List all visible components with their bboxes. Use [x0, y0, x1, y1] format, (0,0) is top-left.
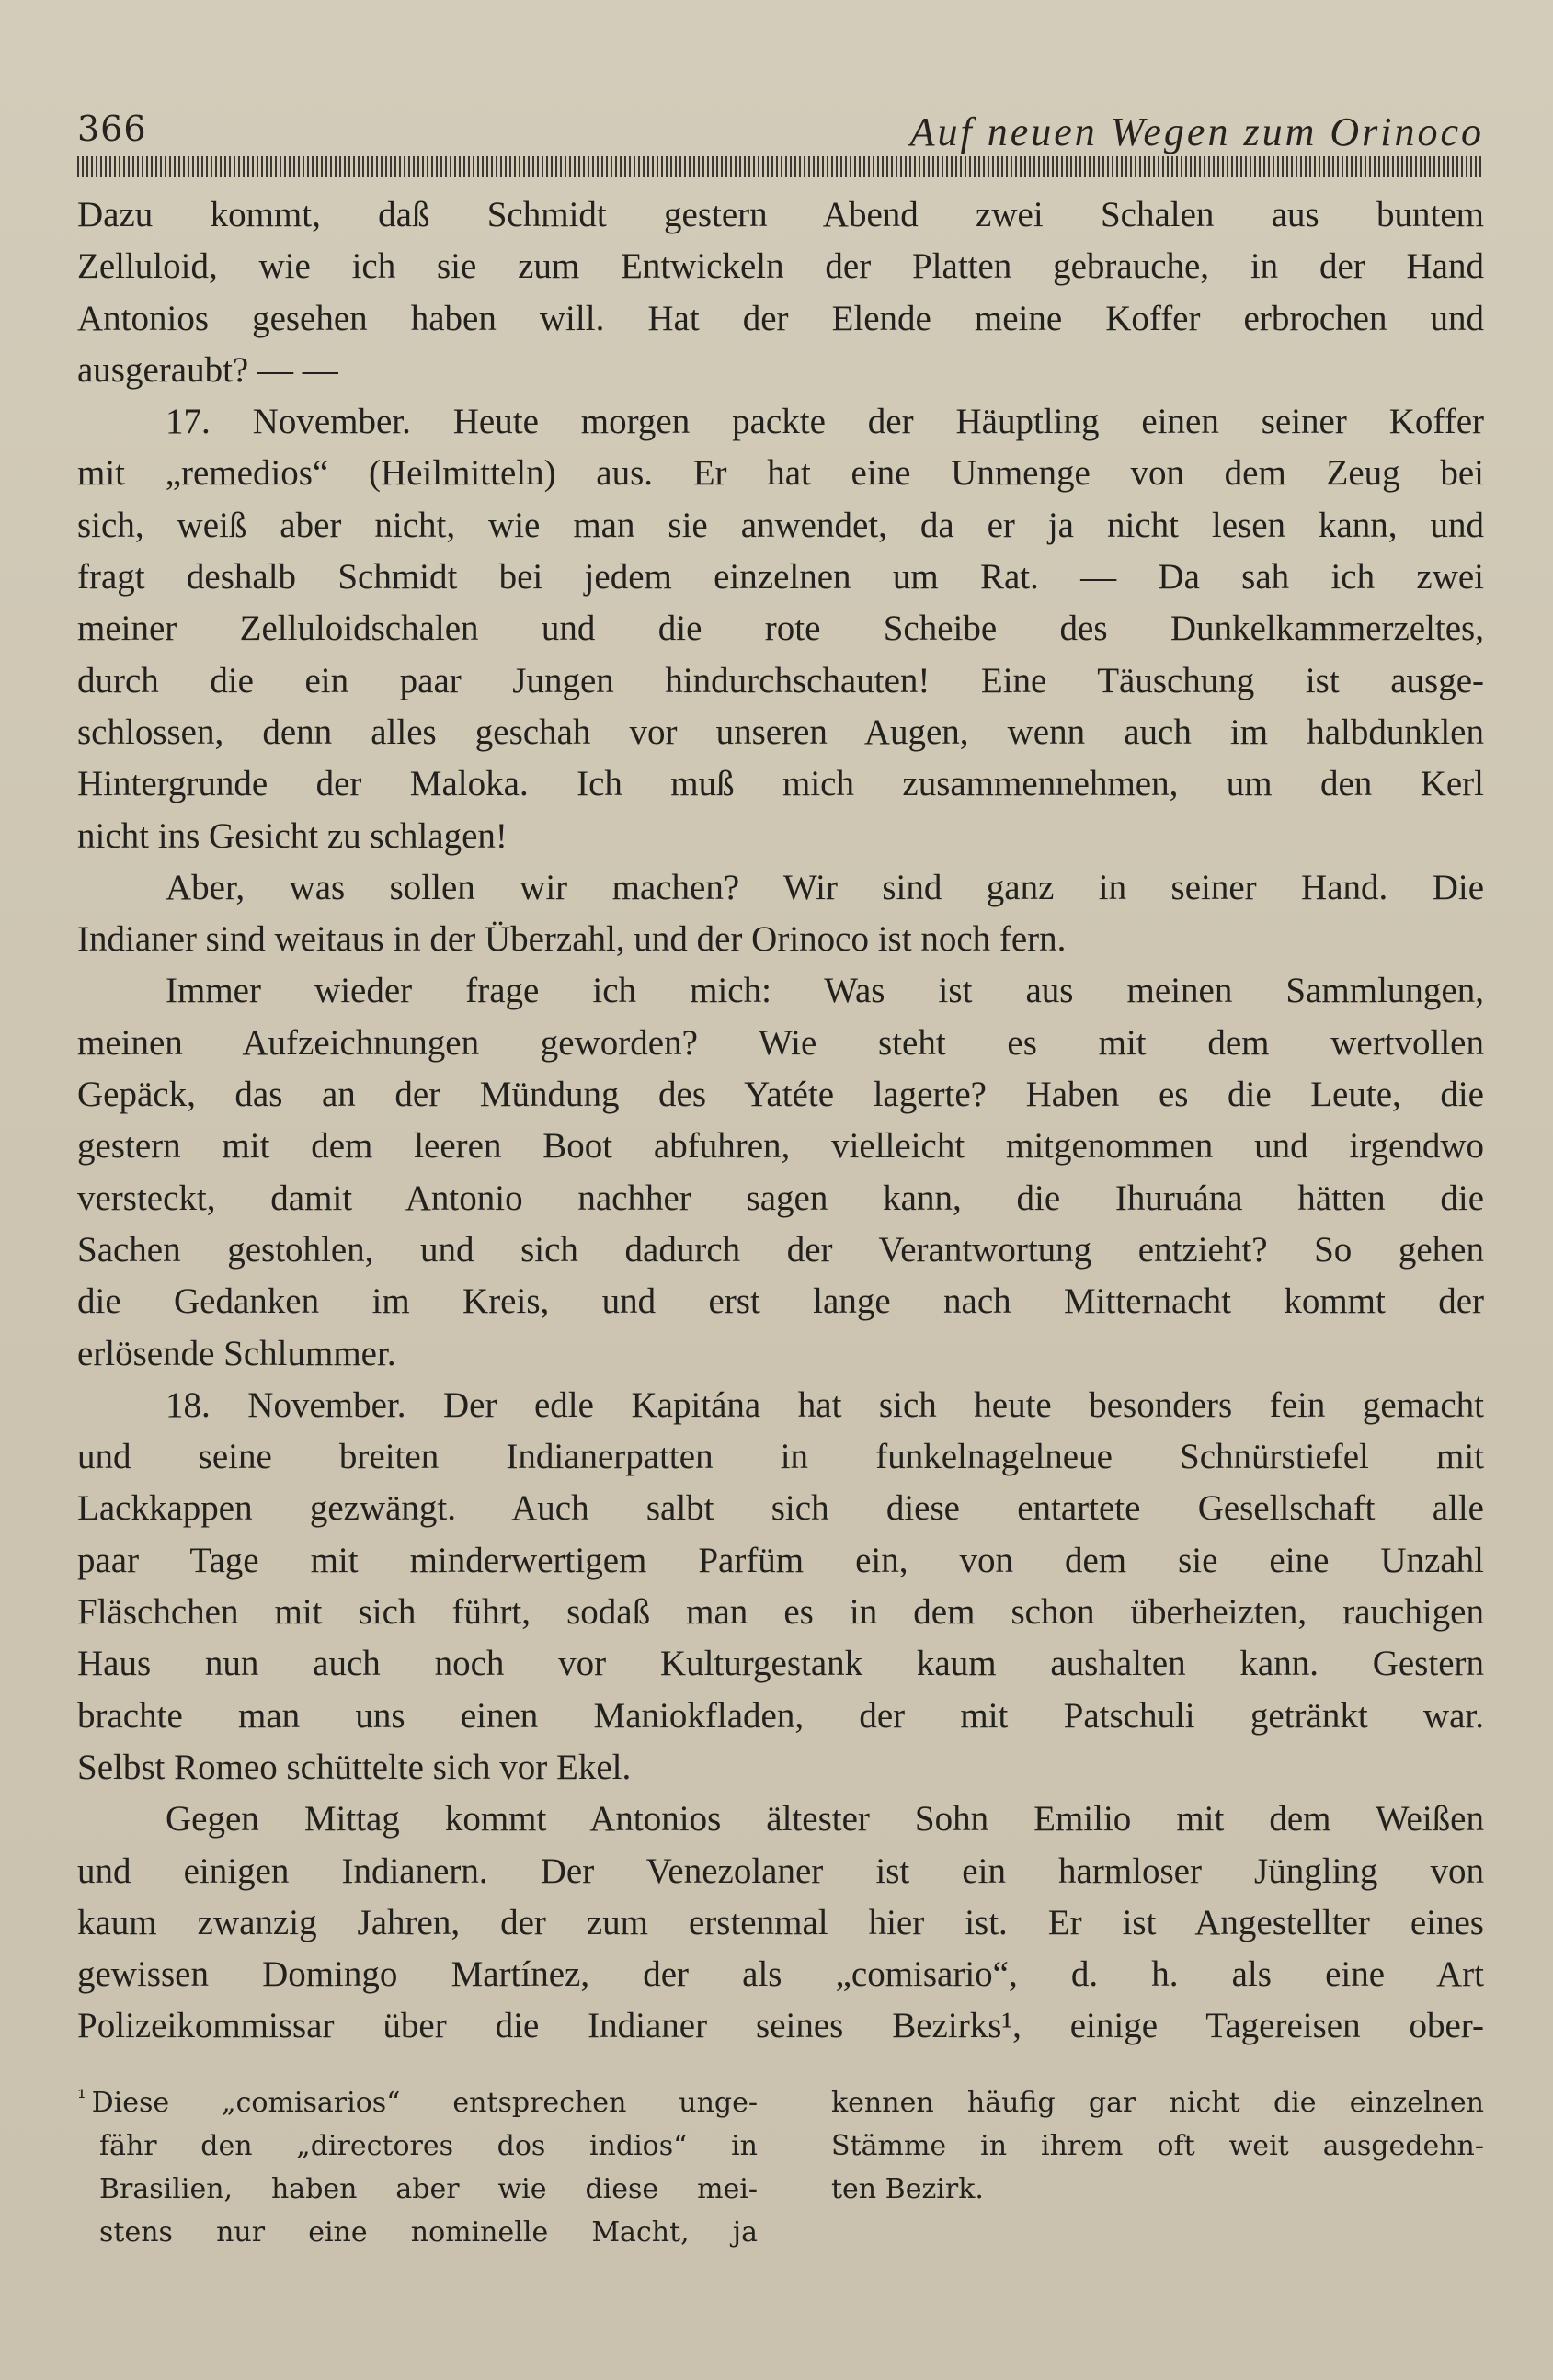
text-line: ausgeraubt? — —: [77, 349, 338, 390]
text-line: Antonios gesehen haben will. Hat der Elende meine Koffer erbrochen und: [77, 298, 1484, 338]
text-line: kaum zwanzig Jahren, der zum erstenmal hier ist. Er ist Angestellter eines: [77, 1902, 1484, 1942]
text-line: durch die ein paar Jungen hindurchschauten! Eine Täuschung ist ausge-: [77, 660, 1484, 700]
page-number: 366: [77, 108, 147, 149]
page-header: [77, 108, 1484, 164]
text-line: Indianer sind weitaus in der Überzahl, und der Orinoco ist noch fern.: [77, 919, 1067, 960]
text-line: und einigen Indianern. Der Venezolaner ist ein harmloser Jüngling von: [77, 1850, 1484, 1891]
footnote-text: Diese „comisarios“ entsprechen unge-: [91, 2087, 758, 2119]
text-line: meinen Aufzeichnungen geworden? Wie steht es mit dem wertvollen: [77, 1022, 1484, 1063]
text-line: Fläschchen mit sich führt, sodaß man es in dem schon überheizten, rauchigen: [77, 1592, 1484, 1633]
footnote-line: Brasilien, haben aber wie diese mei-: [99, 2173, 758, 2205]
text-line: Gepäck, das an der Mündung des Yatéte lagerte? Haben es die Leute, die: [77, 1075, 1484, 1115]
text-line: versteckt, damit Antonio nachher sagen kann, die Ihuruána hätten die: [77, 1178, 1484, 1218]
text-line: die Gedanken im Kreis, und erst lange nach Mitternacht kommt der: [77, 1281, 1484, 1322]
footnote-line: [77, 2081, 758, 2124]
text-line: mit „remedios“ (Heilmitteln) aus. Er hat eine Unmenge von dem Zeug bei: [77, 453, 1484, 494]
text-line: Lackkappen gezwängt. Auch salbt sich diese entartete Gesellschaft alle: [77, 1488, 1484, 1529]
ornamental-rule: [77, 156, 1484, 177]
text-line: und seine breiten Indianerpatten in funkelnagelneue Schnürstiefel mit: [77, 1437, 1484, 1477]
text-line: paar Tage mit minderwertigem Parfüm ein, von dem sie eine Unzahl: [77, 1540, 1484, 1580]
text-line: nicht ins Gesicht zu schlagen!: [77, 815, 508, 856]
footnote-line: stens nur eine nominelle Macht, ja: [99, 2216, 758, 2249]
footnote-line: fähr den „directores dos indios“ in: [99, 2130, 758, 2162]
text-line: Selbst Romeo schüttelte sich vor Ekel.: [77, 1747, 632, 1787]
footnote-marker: ¹: [77, 2085, 86, 2111]
text-line: Haus nun auch noch vor Kulturgestank kaum aushalten kann. Gestern: [77, 1644, 1484, 1684]
footnote-column-left: [77, 2081, 758, 2254]
text-line: Polizeikommissar über die Indianer seines Bezirks¹, einige Tagereisen ober-: [77, 2006, 1484, 2046]
text-line: Dazu kommt, daß Schmidt gestern Abend zwei Schalen aus buntem: [77, 195, 1484, 234]
text-line: erlösende Schlummer.: [77, 1333, 396, 1373]
text-line: sich, weiß aber nicht, wie man sie anwendet, da er ja nicht lesen kann, und: [77, 505, 1484, 545]
text-line: Hintergrunde der Maloka. Ich muß mich zusammennehmen, um den Kerl: [77, 764, 1484, 804]
text-line: Immer wieder frage ich mich: Was ist aus meinen Sammlungen,: [166, 971, 1484, 1011]
running-title: Auf neuen Wegen zum Orinoco: [909, 109, 1484, 154]
text-line: Sachen gestohlen, und sich dadurch der Verantwortung entzieht? So gehen: [77, 1229, 1484, 1270]
footnote-line: kennen häufig gar nicht die einzelnen: [831, 2087, 1484, 2119]
text-line: schlossen, denn alles geschah vor unseren Augen, wenn auch im halbdunklen: [77, 712, 1484, 752]
text-line: fragt deshalb Schmidt bei jedem einzelnen um Rat. — Da sah ich zwei: [77, 557, 1484, 598]
footnote-column-right: [831, 2081, 1484, 2211]
text-line: gewissen Domingo Martínez, der als „comisario“, d. h. als eine Art: [77, 1954, 1484, 1995]
text-line: Zelluloid, wie ich sie zum Entwickeln der Platten gebrauche, in der Hand: [77, 246, 1484, 287]
footnote-line: ten Bezirk.: [831, 2173, 984, 2205]
text-line: 17. November. Heute morgen packte der Häuptling einen seiner Koffer: [166, 402, 1484, 442]
footnote-line: Stämme in ihrem oft weit ausgedehn-: [831, 2130, 1484, 2162]
text-line: brachte man uns einen Maniokfladen, der mit Patschuli getränkt war.: [77, 1695, 1484, 1736]
text-line: meiner Zelluloidschalen und die rote Scheibe des Dunkelkammerzeltes,: [77, 609, 1484, 649]
body-text: [77, 189, 1484, 2053]
footnotes: [77, 2081, 1484, 2265]
text-line: gestern mit dem leeren Boot abfuhren, vielleicht mitgenommen und irgendwo: [77, 1126, 1484, 1167]
text-line: Aber, was sollen wir machen? Wir sind ganz in seiner Hand. Die: [166, 867, 1484, 907]
text-line: 18. November. Der edle Kapitána hat sich heute besonders fein gemacht: [166, 1384, 1484, 1425]
text-line: Gegen Mittag kommt Antonios ältester Sohn Emilio mit dem Weißen: [166, 1799, 1484, 1839]
